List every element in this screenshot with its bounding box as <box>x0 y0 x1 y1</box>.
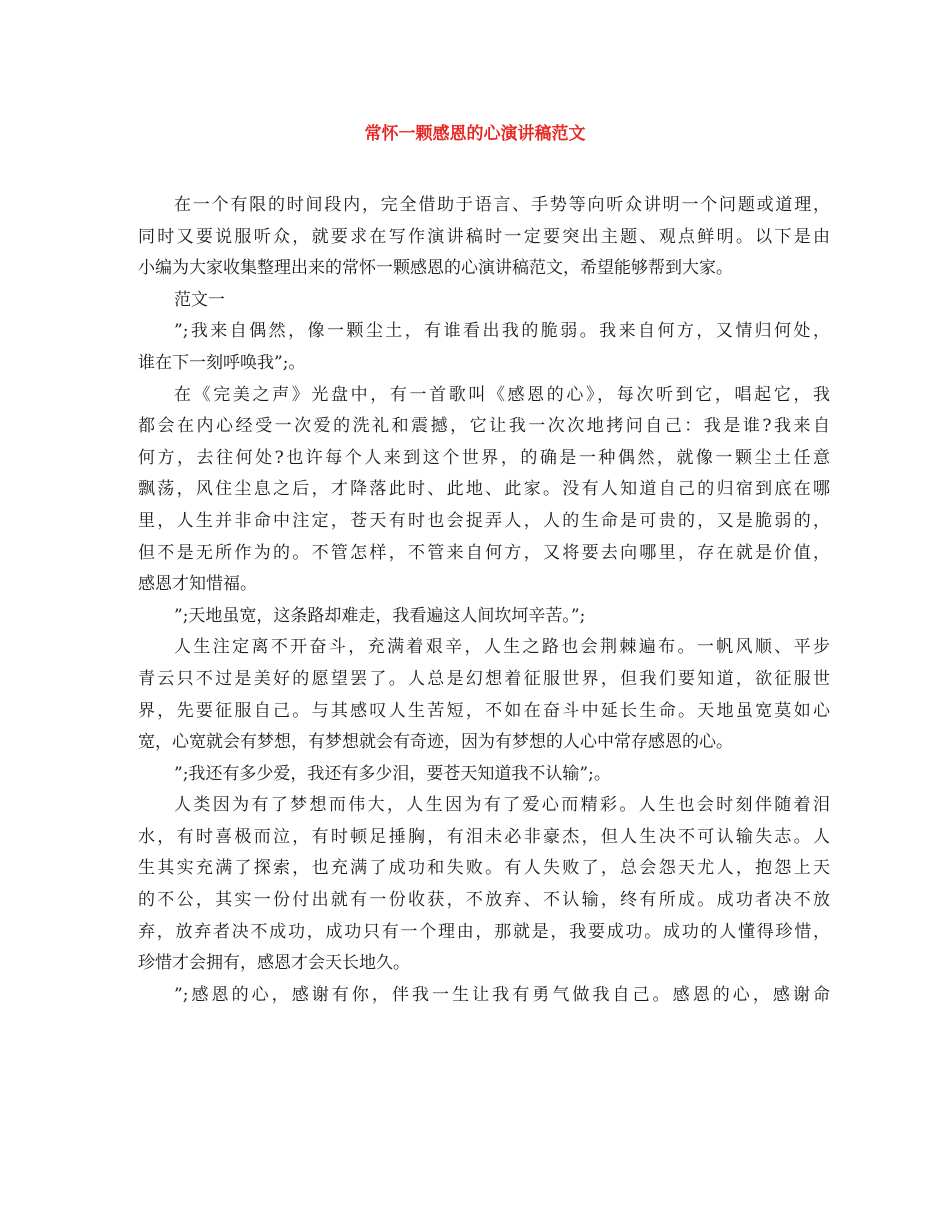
text-line: ”;天地虽宽，这条路却难走，我看遍这人间坎坷辛苦。”; <box>174 605 586 626</box>
text-line: ”;我还有多少爱，我还有多少泪，要苍天知道我不认输”;。 <box>174 763 611 784</box>
text-line: 宽，心宽就会有梦想，有梦想就会有奇迹，因为有梦想的人心中常存感恩的心。 <box>138 732 733 753</box>
text-line: 水，有时喜极而泣，有时顿足捶胸，有泪未必非豪杰，但人生决不可认输失志。人 <box>138 826 830 847</box>
text-line: 同时又要说服听众，就要求在写作演讲稿时一定要突出主题、观点鲜明。以下是由 <box>138 226 830 247</box>
text-line: ”;我来自偶然，像一颗尘土，有谁看出我的脆弱。我来自何方，又情归何处， <box>174 321 830 342</box>
text-line: 飘荡，风住尘息之后，才降落此时、此地、此家。没有人知道自己的归宿到底在哪 <box>138 479 830 500</box>
text-line: 弃，放弃者决不成功，成功只有一个理由，那就是，我要成功。成功的人懂得珍惜， <box>138 921 830 942</box>
text-line: 人生注定离不开奋斗，充满着艰辛，人生之路也会荆棘遍布。一帆风顺、平步 <box>174 637 830 658</box>
text-line: 界，先要征服自己。与其感叹人生苦短，不如在奋斗中延长生命。天地虽宽莫如心 <box>138 700 830 721</box>
text-line: 人类因为有了梦想而伟大，人生因为有了爱心而精彩。人生也会时刻伴随着泪 <box>174 795 830 816</box>
text-line: 谁在下一刻呼唤我”;。 <box>138 352 306 373</box>
text-line: 生其实充满了探索，也充满了成功和失败。有人失败了，总会怨天尤人，抱怨上天 <box>138 858 830 879</box>
text-line: 在《完美之声》光盘中，有一首歌叫《感恩的心》，每次听到它，唱起它，我 <box>174 384 830 405</box>
text-line: 的不公，其实一份付出就有一份收获，不放弃、不认输，终有所成。成功者决不放 <box>138 890 830 911</box>
text-line: ”;感恩的心，感谢有你，伴我一生让我有勇气做我自己。感恩的心，感谢命 <box>174 984 830 1005</box>
text-line: 小编为大家收集整理出来的常怀一颗感恩的心演讲稿范文，希望能够帮到大家。 <box>138 258 733 279</box>
text-line: 里，人生并非命中注定，苍天有时也会捉弄人，人的生命是可贵的，又是脆弱的， <box>138 510 830 531</box>
document-title: 常怀一颗感恩的心演讲稿范文 <box>364 124 586 144</box>
text-line: 在一个有限的时间段内，完全借助于语言、手势等向听众讲明一个问题或道理， <box>174 195 830 215</box>
document-body <box>138 190 830 1011</box>
text-line: 都会在内心经受一次爱的洗礼和震撼，它让我一次次地拷问自己：我是谁?我来自 <box>138 416 830 437</box>
text-line: 何方，去往何处?也许每个人来到这个世界，的确是一种偶然，就像一颗尘土任意 <box>138 447 830 468</box>
text-line: 青云只不过是美好的愿望罢了。人总是幻想着征服世界，但我们要知道，欲征服世 <box>138 668 830 689</box>
text-line: 但不是无所作为的。不管怎样，不管来自何方，又将要去向哪里，存在就是价值， <box>138 542 830 563</box>
text-line: 范文一 <box>174 289 225 310</box>
text-line: 感恩才知惜福。 <box>138 574 257 595</box>
text-line: 珍惜才会拥有，感恩才会天长地久。 <box>138 953 410 974</box>
